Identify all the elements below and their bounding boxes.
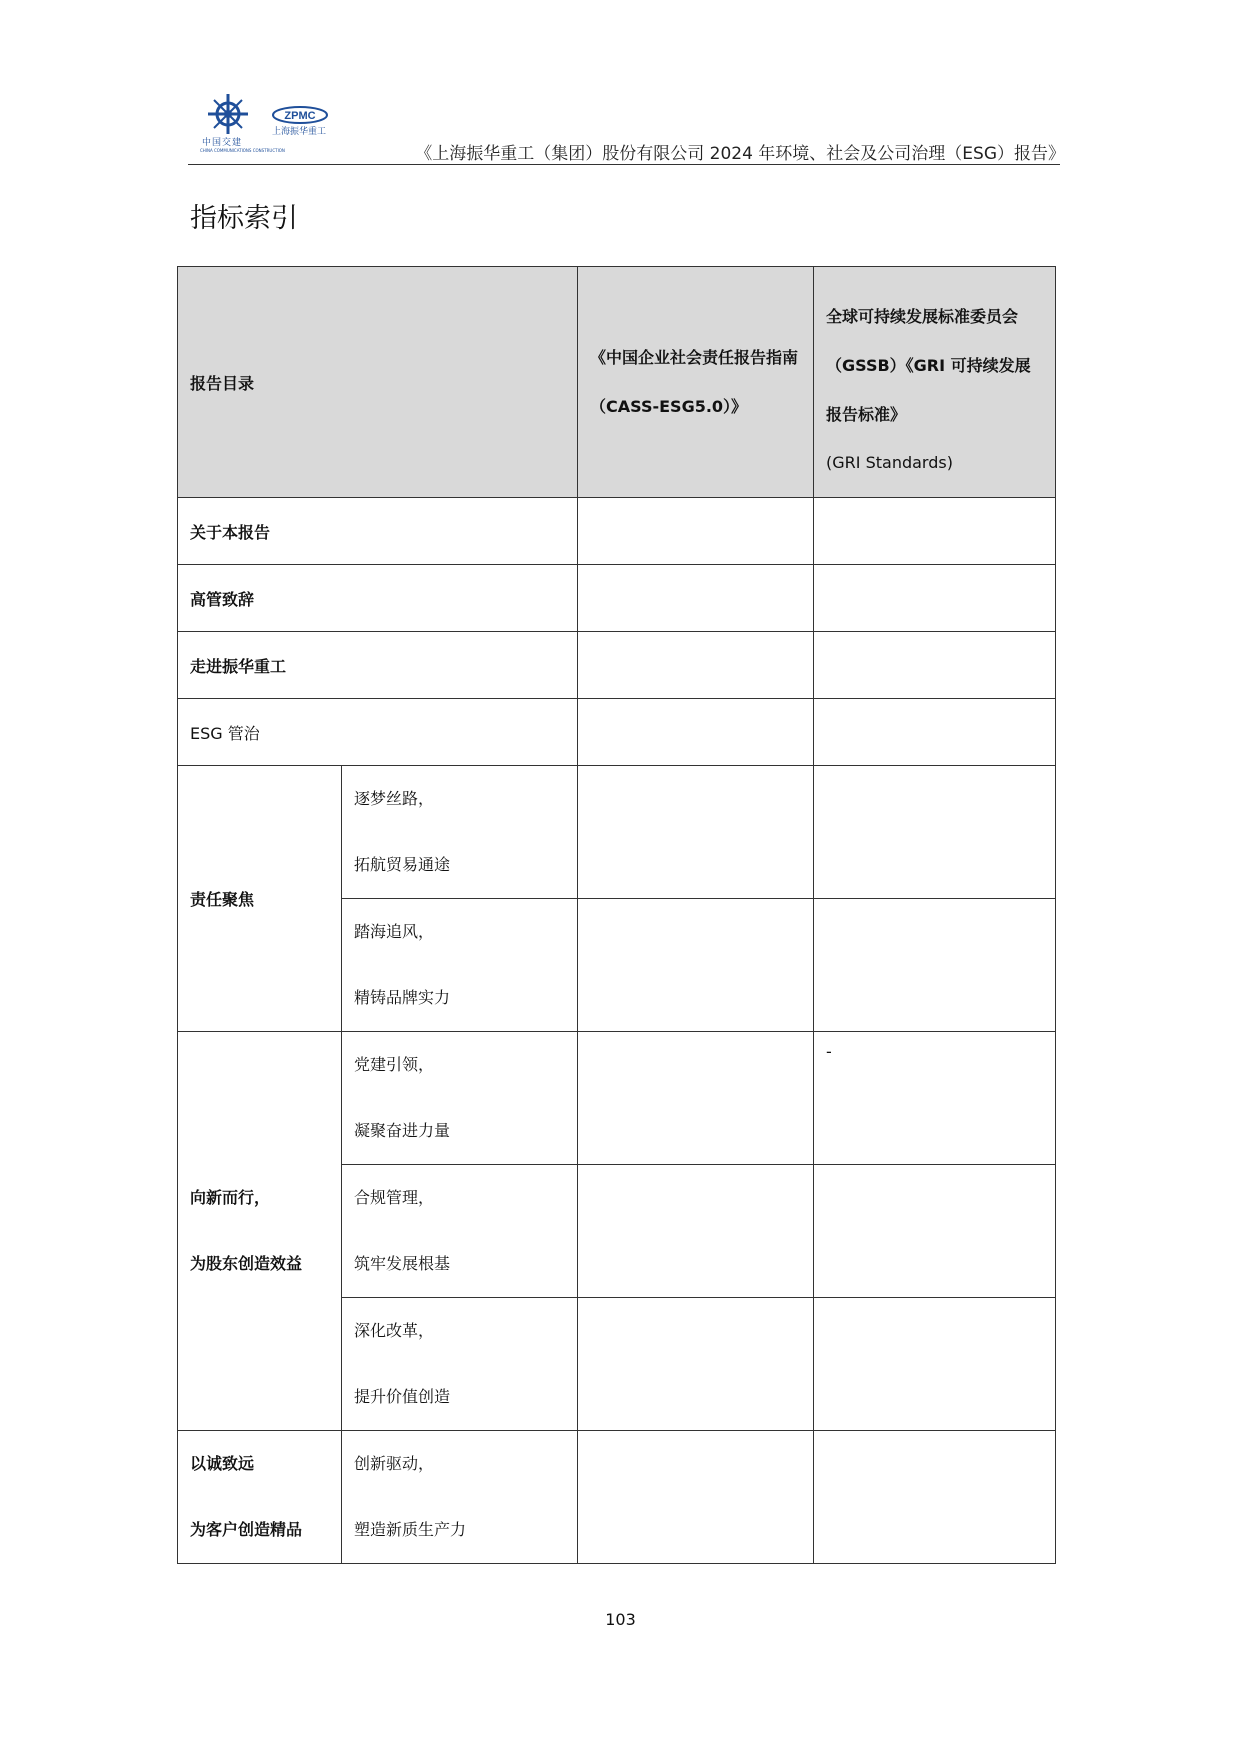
header-divider — [188, 164, 1060, 165]
table-row — [178, 1431, 1056, 1564]
group-label: 向新而行， 为股东创造效益 — [178, 1032, 342, 1431]
indicator-index-table — [177, 266, 1056, 1564]
sub-item: 逐梦丝路， 拓航贸易通途 — [342, 766, 578, 899]
group-label: 以诚致远 为客户创造精品 — [178, 1431, 342, 1564]
gri-cell: - — [814, 1032, 1056, 1165]
table-row — [178, 1032, 1056, 1165]
zpmc-mark-icon — [272, 106, 328, 124]
cass-cell — [578, 1032, 814, 1165]
cass-cell — [578, 699, 814, 766]
page-number: 103 — [605, 1610, 636, 1629]
cass-cell — [578, 899, 814, 1032]
gri-cell — [814, 565, 1056, 632]
sub-item: 踏海追风， 精铸品牌实力 — [342, 899, 578, 1032]
sub-item: 合规管理， 筑牢发展根基 — [342, 1165, 578, 1298]
gri-cell — [814, 1298, 1056, 1431]
cass-cell — [578, 1165, 814, 1298]
col-report-contents-header: 报告目录 — [178, 267, 578, 498]
row-label: 高管致辞 — [178, 565, 578, 632]
cccc-logo-text: 中国交建 — [202, 138, 243, 148]
gri-cell — [814, 766, 1056, 899]
sub-item: 党建引领， 凝聚奋进力量 — [342, 1032, 578, 1165]
cass-cell — [578, 565, 814, 632]
col-cass-header: 《中国企业社会责任报告指南（CASS-ESG5.0）》 — [578, 267, 814, 498]
table-row — [178, 498, 1056, 565]
group-label: 责任聚焦 — [178, 766, 342, 1032]
cccc-emblem-icon — [200, 92, 256, 136]
gri-cell — [814, 632, 1056, 699]
row-label: 走进振华重工 — [178, 632, 578, 699]
table-row — [178, 699, 1056, 766]
sub-item: 创新驱动， 塑造新质生产力 — [342, 1431, 578, 1564]
cass-cell — [578, 632, 814, 699]
row-label: ESG 管治 — [178, 699, 578, 766]
cccc-logo-en-text: CHINA COMMUNICATIONS CONSTRUCTION — [200, 148, 285, 153]
zpmc-mark-text: ZPMC — [284, 110, 316, 122]
page-title: 指标索引 — [190, 203, 298, 234]
cass-cell — [578, 766, 814, 899]
gri-cell — [814, 1165, 1056, 1298]
cass-cell — [578, 498, 814, 565]
gri-cell — [814, 1431, 1056, 1564]
cass-cell — [578, 1431, 814, 1564]
zpmc-logo — [272, 106, 328, 136]
sub-item: 深化改革， 提升价值创造 — [342, 1298, 578, 1431]
table-row — [178, 766, 1056, 899]
cccc-logo — [200, 92, 285, 153]
gri-cell — [814, 699, 1056, 766]
cass-cell — [578, 1298, 814, 1431]
col-gri-header: 全球可持续发展标准委员会（GSSB）《GRI 可持续发展报告标准》 (GRI Standards) — [814, 267, 1056, 498]
table-row — [178, 565, 1056, 632]
row-label: 关于本报告 — [178, 498, 578, 565]
gri-cell — [814, 899, 1056, 1032]
table-row — [178, 632, 1056, 699]
zpmc-logo-text: 上海振华重工 — [272, 127, 327, 137]
table-header-row — [178, 267, 1056, 498]
report-header-title: 《上海振华重工（集团）股份有限公司 2024 年环境、社会及公司治理（ESG）报告》 — [415, 144, 1065, 164]
gri-cell — [814, 498, 1056, 565]
